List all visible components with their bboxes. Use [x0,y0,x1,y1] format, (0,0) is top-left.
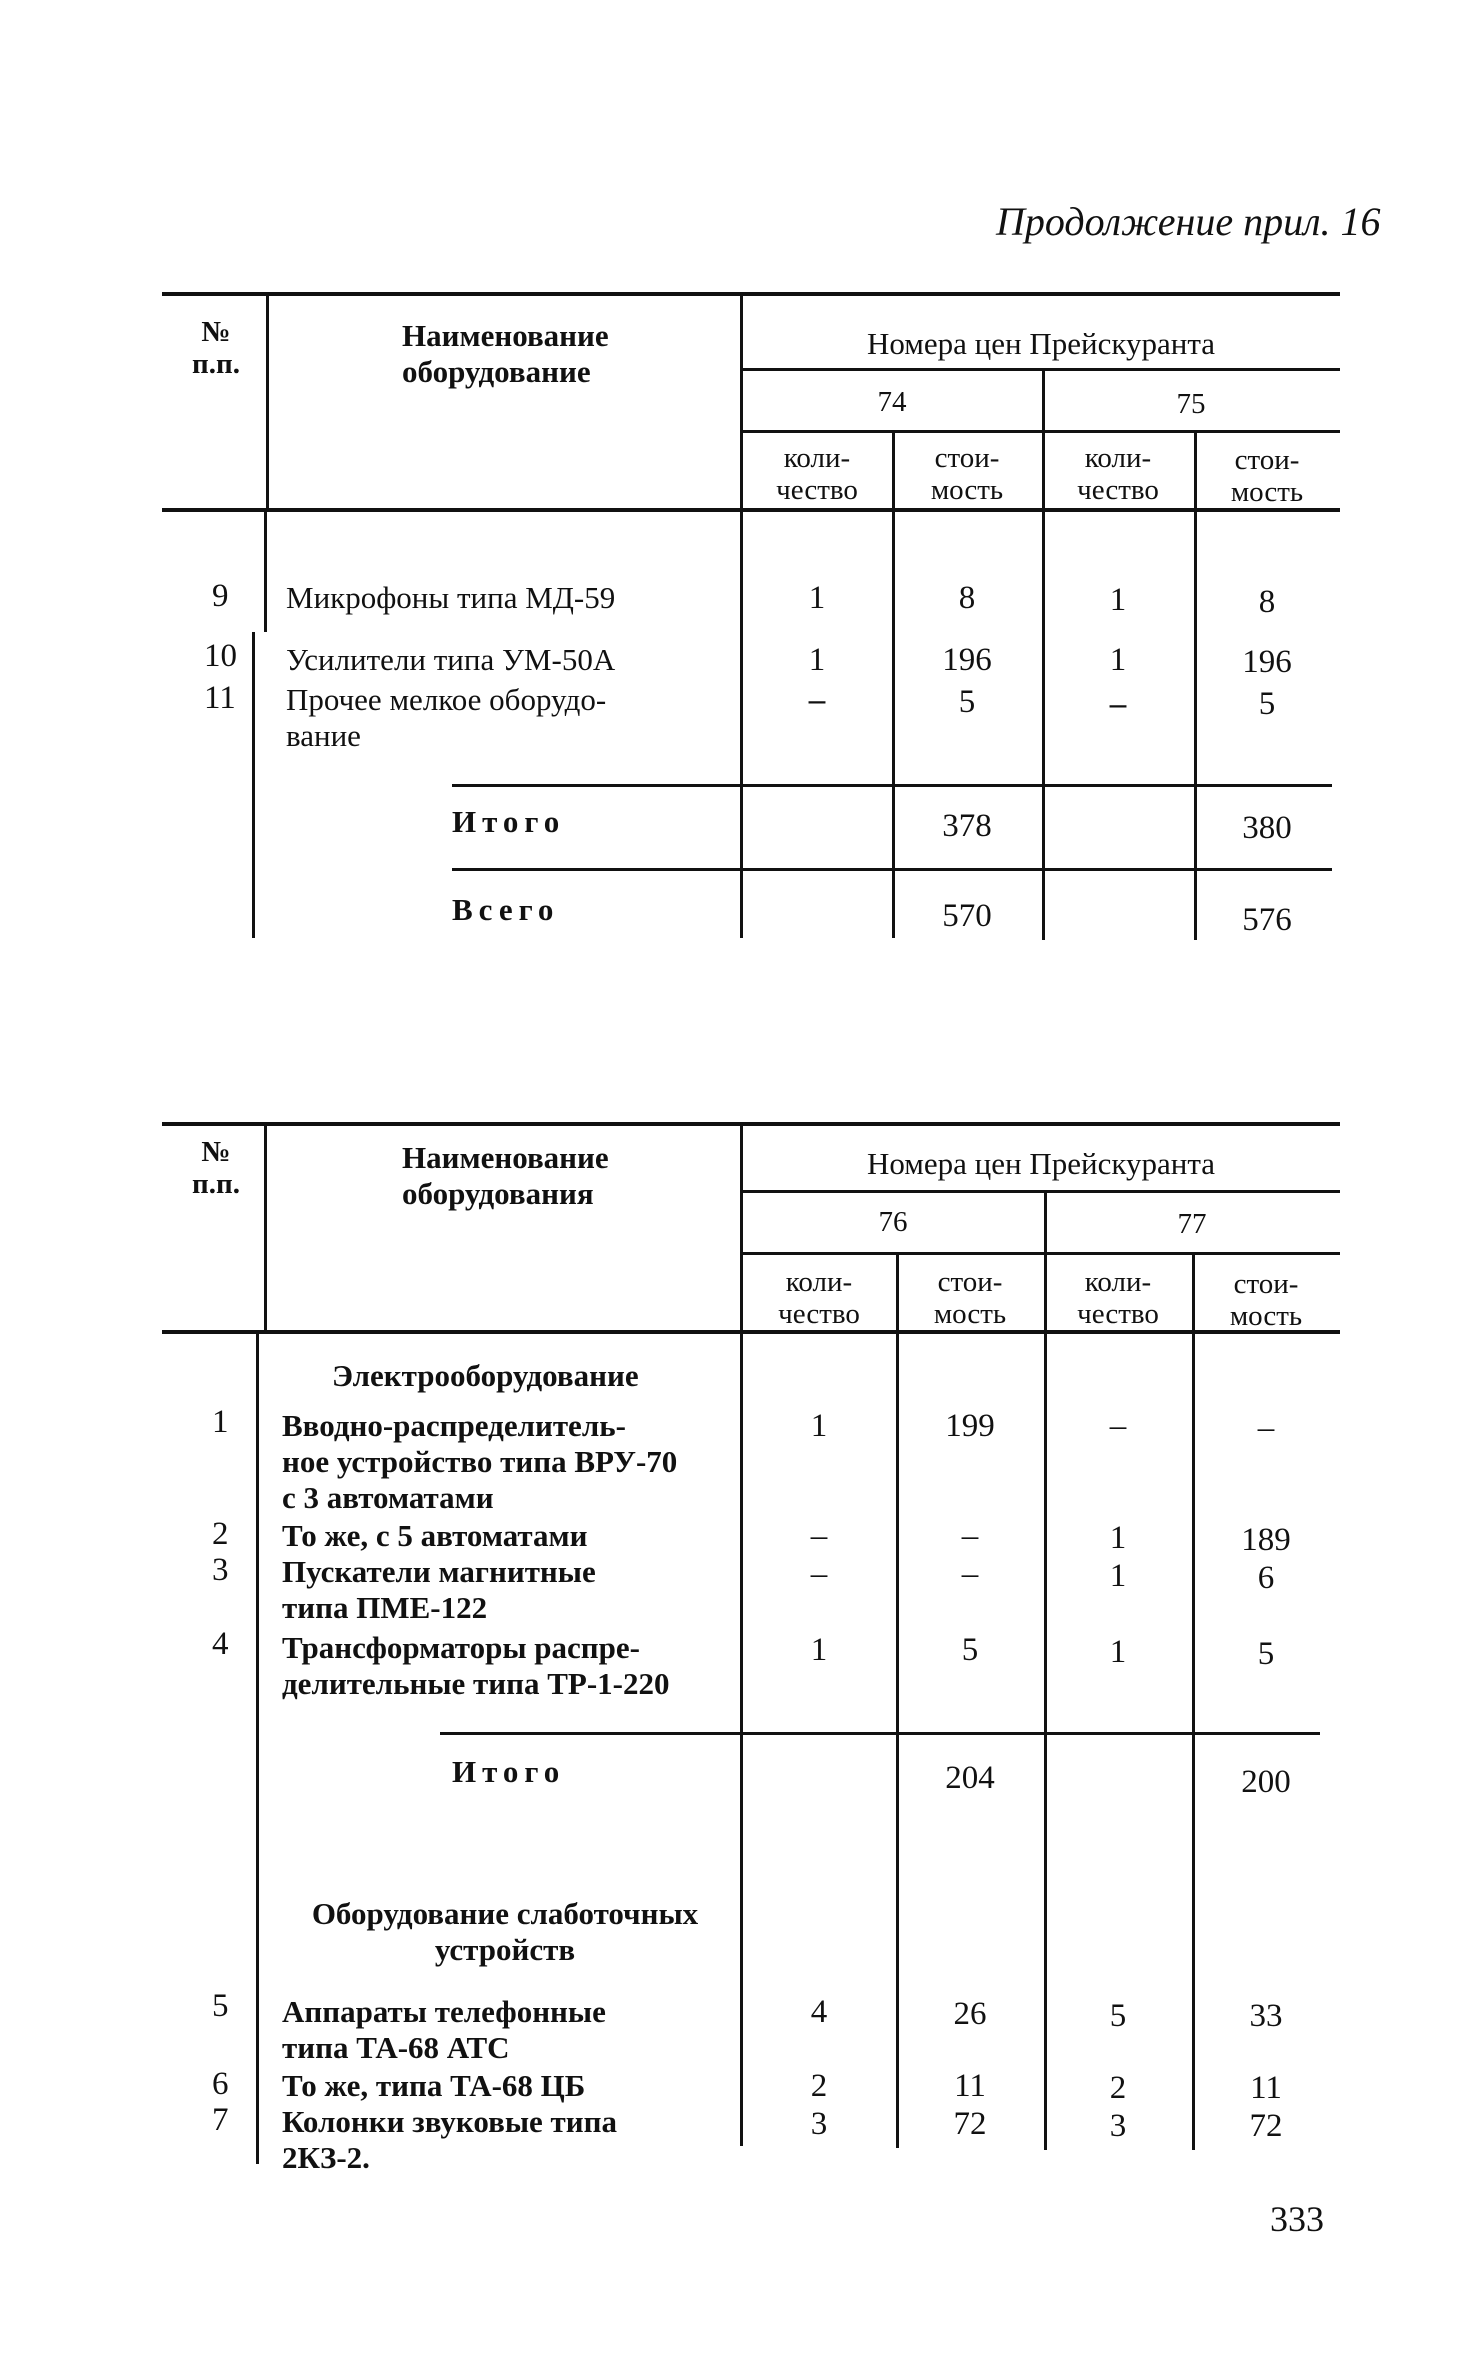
cell-cost: – [961,1556,979,1592]
cell-qty: 1 [810,1632,828,1668]
group-header: 75 [1176,388,1206,420]
rule [266,296,269,512]
cell-cost: 5 [961,1632,979,1668]
row-number: 5 [212,1988,229,2024]
rule [892,430,895,938]
group-header: 74 [877,386,907,418]
row-number: 6 [212,2066,229,2102]
cell-qty: 1 [808,580,826,616]
subtotal-value: 380 [1242,810,1292,846]
item-name: Микрофоны типа МД-59 [286,580,616,615]
subcol-header: стои- мость [1230,444,1304,508]
item-name: Усилители типа УМ-50А [286,642,616,677]
row-number: 7 [212,2102,229,2138]
cell-qty: 1 [1109,1558,1127,1594]
rule [742,1190,1340,1193]
cell-qty: – [1109,1408,1127,1444]
subcol-header: стои- мость [933,1266,1007,1330]
cell-cost: 196 [1242,644,1292,680]
rule [742,1252,1340,1255]
row-number: 3 [212,1552,229,1588]
cell-qty: 1 [1109,642,1127,678]
row-number: 1 [212,1404,229,1440]
subcol-header: коли- чество [778,1266,860,1330]
page-number: 333 [1270,2199,1324,2239]
cell-cost: 6 [1257,1560,1275,1596]
cell-cost: 26 [953,1996,987,2032]
subcol-header: коли- чество [1077,1266,1159,1330]
cell-cost: 5 [1258,686,1276,722]
cell-cost: 196 [942,642,992,678]
cell-qty: – [1109,686,1127,722]
subtotal-value: 200 [1241,1764,1291,1800]
item-name: Трансформаторы распре- делительные типа ТР-1-220 [282,1630,670,1701]
group-header: 76 [878,1206,908,1238]
cell-cost: 72 [953,2106,987,2142]
item-name: То же, с 5 автоматами [282,1518,588,1553]
section-heading: Электрооборудование [332,1358,639,1393]
item-name: То же, типа ТА-68 ЦБ [282,2068,586,2103]
row-number: 11 [204,680,236,716]
rule [742,430,1340,433]
cell-qty: 1 [808,642,826,678]
cell-qty: 1 [1109,1520,1127,1556]
group-header: 77 [1177,1208,1207,1240]
rule [264,512,267,632]
cell-qty: 3 [1109,2108,1127,2144]
cell-qty: 1 [1109,582,1127,618]
cell-qty: 2 [1109,2070,1127,2106]
row-number: 10 [204,638,237,674]
page-caption: Продолжение прил. 16 [996,199,1381,244]
cell-cost: 8 [958,580,976,616]
item-name: Прочее мелкое оборудо- вание [286,682,607,753]
item-name: Аппараты телефонные типа ТА-68 АТС [282,1994,606,2065]
cell-qty: – [810,1518,828,1554]
rule [162,1330,1340,1334]
price-list-header: Номера цен Прейскуранта [866,326,1216,361]
cell-cost: – [1257,1410,1275,1446]
col-num-header: № п.п. [192,316,240,380]
rule [440,1732,1320,1735]
subcol-header: стои- мость [1229,1268,1303,1332]
row-number: 2 [212,1516,229,1552]
subtotal-label: Итого [452,1754,566,1789]
item-name: Колонки звуковые типа 2КЗ-2. [282,2104,617,2175]
row-number: 9 [212,578,229,614]
cell-cost: 8 [1258,584,1276,620]
rule [742,368,1340,371]
cell-cost: – [961,1518,979,1554]
section-heading: Оборудование слаботочных устройств [311,1896,699,1967]
subcol-header: коли- чество [776,442,858,506]
total-value: 576 [1242,902,1292,938]
cell-qty: 5 [1109,1998,1127,2034]
cell-cost: 33 [1249,1998,1283,2034]
cell-qty: – [808,682,826,718]
cell-qty: 2 [810,2068,828,2104]
rule [256,1334,259,2164]
subtotal-value: 204 [945,1760,995,1796]
subcol-header: коли- чество [1077,442,1159,506]
cell-cost: 5 [958,684,976,720]
row-number: 4 [212,1626,229,1662]
rule [162,1122,1340,1126]
cell-qty: 3 [810,2106,828,2142]
item-name: Вводно-распределитель- ное устройство типа ВРУ-70 с 3 автоматами [282,1408,678,1515]
rule [252,632,255,938]
total-label: Всего [452,892,560,927]
price-list-header: Номера цен Прейскуранта [866,1146,1216,1181]
cell-qty: 1 [810,1408,828,1444]
rule [162,508,1340,512]
col-num-header: № п.п. [192,1136,240,1200]
total-value: 570 [942,898,992,934]
rule [264,1126,267,1334]
col-name-header: Наименование оборудования [402,1140,609,1211]
cell-qty: – [810,1556,828,1592]
col-name-header: Наименование оборудование [402,318,609,389]
cell-cost: 189 [1241,1522,1291,1558]
cell-cost: 72 [1249,2108,1283,2144]
cell-qty: 4 [810,1994,828,2030]
cell-cost: 11 [1250,2070,1282,2106]
subtotal-value: 378 [942,808,992,844]
rule [162,292,1340,296]
cell-cost: 5 [1257,1636,1275,1672]
subtotal-label: Итого [452,804,566,839]
cell-cost: 11 [954,2068,986,2104]
subcol-header: стои- мость [930,442,1004,506]
item-name: Пускатели магнитные типа ПМЕ-122 [282,1554,596,1625]
cell-qty: 1 [1109,1634,1127,1670]
cell-cost: 199 [945,1408,995,1444]
